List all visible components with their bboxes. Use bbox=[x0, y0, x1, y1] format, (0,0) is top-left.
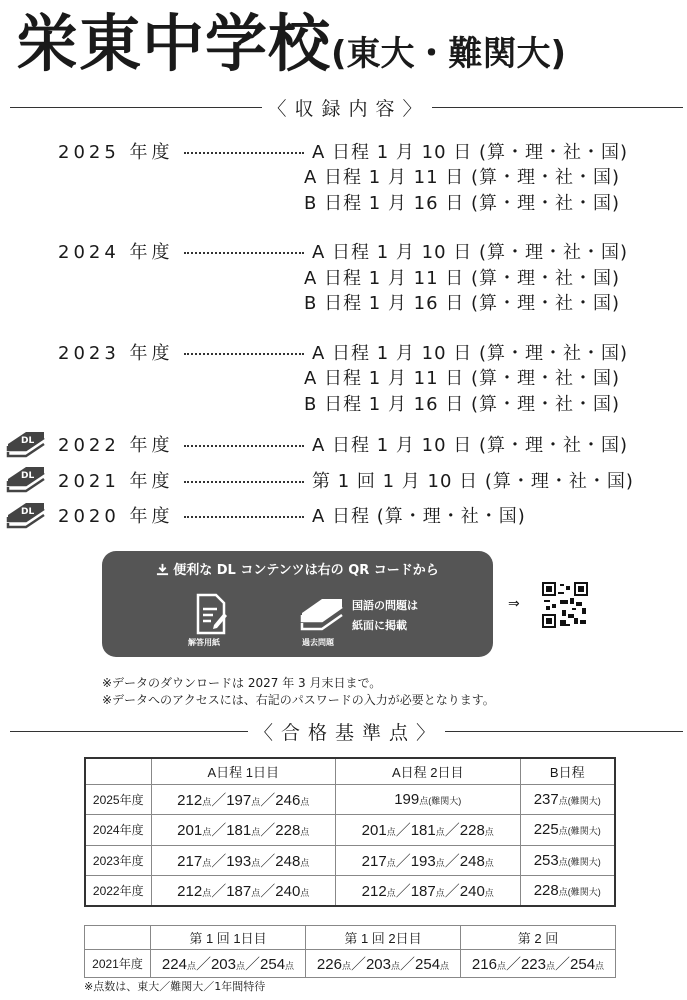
contents-section-header bbox=[10, 92, 683, 122]
year-group bbox=[0, 467, 687, 493]
score-cell: 201点／181点／228点 bbox=[336, 815, 521, 846]
table-header bbox=[85, 758, 151, 784]
dl-slot bbox=[0, 339, 58, 364]
row-year: 2021年度 bbox=[85, 950, 151, 978]
leader-dots bbox=[184, 445, 304, 447]
score-cell: 217点／193点／248点 bbox=[151, 845, 336, 876]
past-exam-book-icon bbox=[298, 591, 348, 637]
contents-row bbox=[0, 164, 687, 190]
svg-text:DL: DL bbox=[21, 435, 35, 446]
year-group bbox=[0, 432, 687, 458]
note-line-2: 紙面に掲載 bbox=[352, 619, 407, 632]
score-cell: 212点／187点／240点 bbox=[336, 876, 521, 907]
japanese-note bbox=[352, 596, 418, 636]
exam-entry: A 日程 1 月 10 日 (算・理・社・国) bbox=[312, 342, 629, 364]
table-header: 第 2 回 bbox=[461, 926, 616, 950]
table-row bbox=[85, 950, 616, 978]
past-exam-caption: 過去問題 bbox=[302, 638, 334, 647]
table-header bbox=[85, 926, 151, 950]
leader-dots bbox=[184, 481, 304, 483]
row-year: 2023年度 bbox=[85, 845, 151, 876]
contents-row bbox=[0, 365, 687, 391]
dl-slot bbox=[0, 138, 58, 163]
year-group bbox=[0, 339, 687, 416]
table-header: A日程 2日目 bbox=[336, 758, 521, 784]
contents-row bbox=[0, 189, 687, 215]
dl-slot bbox=[0, 467, 58, 492]
leader-dots bbox=[184, 152, 304, 154]
year-label: 2025 年度 bbox=[58, 141, 174, 163]
year-label: 2021 年度 bbox=[58, 470, 174, 492]
exam-entry: A 日程 1 月 11 日 (算・理・社・国) bbox=[304, 368, 621, 390]
score-cell: 224点／203点／254点 bbox=[151, 950, 306, 978]
svg-text:DL: DL bbox=[21, 471, 35, 482]
row-year: 2024年度 bbox=[85, 815, 151, 846]
row-year: 2022年度 bbox=[85, 876, 151, 907]
svg-text:DL: DL bbox=[21, 506, 35, 517]
score-cell: 228点(難関大) bbox=[520, 876, 615, 907]
exam-entry: B 日程 1 月 16 日 (算・理・社・国) bbox=[304, 192, 621, 214]
table-header: A日程 1日目 bbox=[151, 758, 336, 784]
year-label: 2022 年度 bbox=[58, 435, 174, 457]
divider bbox=[10, 731, 248, 732]
exam-entry: 第 1 回 1 月 10 日 (算・理・社・国) bbox=[312, 470, 634, 492]
table-header: 第 1 回 1日目 bbox=[151, 926, 306, 950]
contents-row bbox=[0, 503, 687, 529]
page-title bbox=[16, 4, 566, 94]
qr-code[interactable] bbox=[540, 578, 590, 632]
table-header: B日程 bbox=[520, 758, 615, 784]
dl-content-box bbox=[102, 551, 493, 657]
table-header-row bbox=[85, 926, 616, 950]
score-footnote: ※点数は、東大／難関大／1年間特待 bbox=[84, 980, 266, 993]
contents-row bbox=[0, 239, 687, 265]
contents-row bbox=[0, 432, 687, 458]
table-row bbox=[85, 784, 615, 815]
passing-section-header bbox=[10, 716, 683, 746]
download-notes bbox=[102, 675, 495, 709]
contents-row bbox=[0, 390, 687, 416]
contents-section-label: 〈収録内容〉 bbox=[267, 97, 430, 120]
score-cell: 201点／181点／228点 bbox=[151, 815, 336, 846]
exam-entry: A 日程 1 月 11 日 (算・理・社・国) bbox=[304, 167, 621, 189]
contents-row bbox=[0, 467, 687, 493]
divider bbox=[445, 731, 683, 732]
passing-section-label: 〈合格基準点〉 bbox=[254, 721, 444, 744]
dl-slot bbox=[0, 239, 58, 264]
arrow-icon: ⇒ bbox=[508, 596, 520, 612]
exam-entry: B 日程 1 月 16 日 (算・理・社・国) bbox=[304, 293, 621, 315]
note-download-deadline: ※データのダウンロードは 2027 年 3 月末日まで。 bbox=[102, 676, 382, 690]
table-header: 第 1 回 2日目 bbox=[306, 926, 461, 950]
dl-book-icon[interactable] bbox=[4, 497, 48, 533]
exam-entry: B 日程 1 月 16 日 (算・理・社・国) bbox=[304, 393, 621, 415]
score-cell: 225点(難関大) bbox=[520, 815, 615, 846]
exam-entry: A 日程 1 月 10 日 (算・理・社・国) bbox=[312, 242, 629, 264]
year-group bbox=[0, 503, 687, 529]
passing-score-table bbox=[84, 757, 616, 907]
contents-row bbox=[0, 264, 687, 290]
year-label: 2023 年度 bbox=[58, 342, 174, 364]
contents-row bbox=[0, 138, 687, 164]
dl-slot bbox=[0, 503, 58, 528]
dl-book-icon[interactable] bbox=[4, 461, 48, 497]
year-label: 2020 年度 bbox=[58, 506, 174, 528]
year-label: 2024 年度 bbox=[58, 242, 174, 264]
exam-entry: A 日程 1 月 10 日 (算・理・社・国) bbox=[312, 435, 629, 457]
score-cell: 237点(難関大) bbox=[520, 784, 615, 815]
year-group bbox=[0, 239, 687, 316]
table-header-row bbox=[85, 758, 615, 784]
download-icon bbox=[156, 563, 169, 576]
answer-sheet-caption: 解答用紙 bbox=[188, 638, 220, 647]
table-row bbox=[85, 815, 615, 846]
note-password: ※データへのアクセスには、右記のパスワードの入力が必要となります。 bbox=[102, 693, 495, 707]
row-year: 2025年度 bbox=[85, 784, 151, 815]
score-cell: 212点／187点／240点 bbox=[151, 876, 336, 907]
dl-box-heading-text: 便利な DL コンテンツは右の QR コードから bbox=[173, 563, 439, 578]
year-group bbox=[0, 138, 687, 215]
school-subtitle: (東大・難関大) bbox=[331, 34, 567, 74]
leader-dots bbox=[184, 252, 304, 254]
divider bbox=[432, 107, 684, 108]
contents-list bbox=[0, 138, 687, 528]
table-row bbox=[85, 876, 615, 907]
score-cell: 226点／203点／254点 bbox=[306, 950, 461, 978]
score-cell: 199点(難関大) bbox=[336, 784, 521, 815]
dl-slot bbox=[0, 432, 58, 457]
dl-box-heading bbox=[102, 559, 493, 578]
exam-entry: A 日程 (算・理・社・国) bbox=[312, 506, 526, 528]
passing-score-table-2021 bbox=[84, 925, 616, 978]
exam-entry: A 日程 1 月 11 日 (算・理・社・国) bbox=[304, 267, 621, 289]
contents-row bbox=[0, 339, 687, 365]
leader-dots bbox=[184, 353, 304, 355]
exam-entry: A 日程 1 月 10 日 (算・理・社・国) bbox=[312, 141, 629, 163]
leader-dots bbox=[184, 516, 304, 518]
dl-book-icon[interactable] bbox=[4, 426, 48, 462]
contents-row bbox=[0, 290, 687, 316]
table-row bbox=[85, 845, 615, 876]
score-cell: 253点(難関大) bbox=[520, 845, 615, 876]
answer-sheet-icon bbox=[190, 591, 230, 639]
score-cell: 216点／223点／254点 bbox=[461, 950, 616, 978]
divider bbox=[10, 107, 262, 108]
score-cell: 212点／197点／246点 bbox=[151, 784, 336, 815]
note-line-1: 国語の問題は bbox=[352, 599, 418, 612]
score-cell: 217点／193点／248点 bbox=[336, 845, 521, 876]
school-name: 栄東中学校 bbox=[16, 7, 332, 80]
